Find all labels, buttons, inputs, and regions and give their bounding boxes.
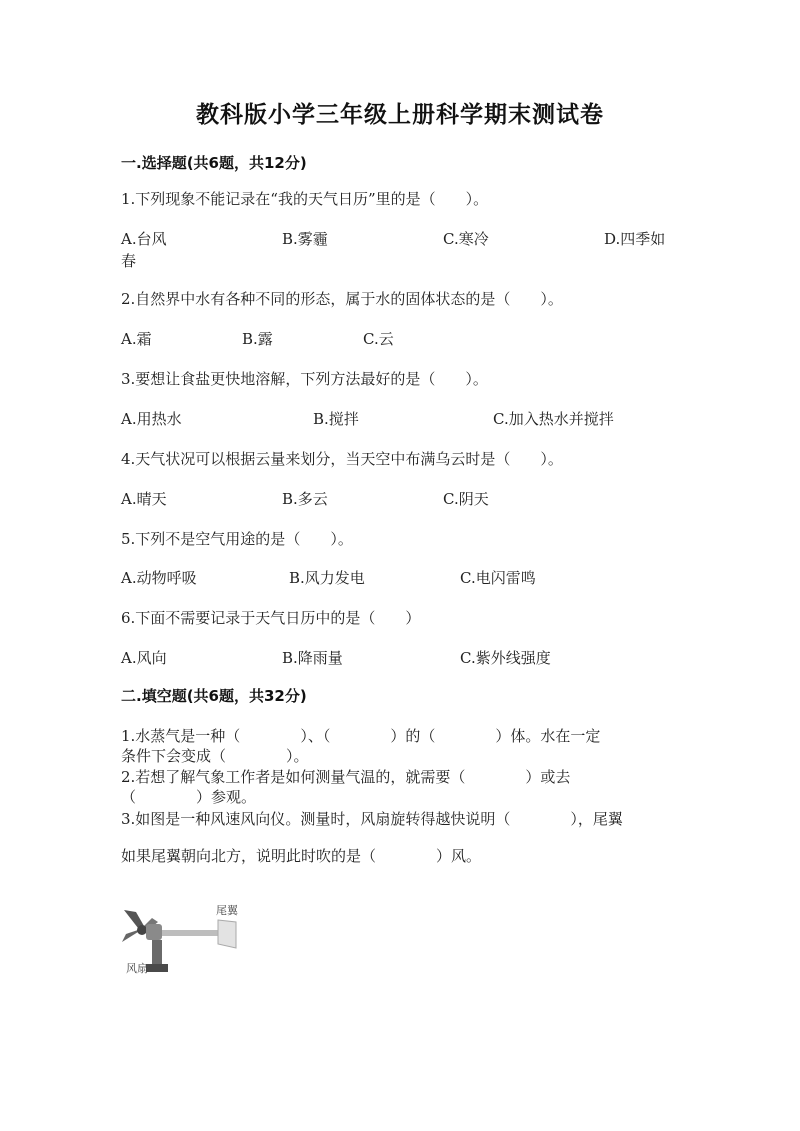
option-5a: A.动物呼吸 <box>121 569 197 587</box>
option-2c: C.云 <box>363 330 394 348</box>
section-heading-choice: 一.选择题(共6题，共12分) <box>121 154 307 172</box>
option-3c: C.加入热水并搅拌 <box>493 410 614 428</box>
option-1d: D.四季如 <box>604 230 666 248</box>
wind-vane-figure <box>118 898 248 980</box>
question-1: 1.下列现象不能记录在“我的天气日历”里的是（ ）。 <box>121 190 489 208</box>
option-3a: A.用热水 <box>121 410 182 428</box>
figure-label-tail: 尾翼 <box>216 904 238 917</box>
option-6c: C.紫外线强度 <box>460 649 551 667</box>
option-2b: B.露 <box>242 330 273 348</box>
option-5b: B.风力发电 <box>289 569 365 587</box>
option-1b: B.雾霾 <box>282 230 328 248</box>
fill-question-3-line2: 如果尾翼朝向北方，说明此时吹的是（ ）风。 <box>121 847 482 865</box>
question-5: 5.下列不是空气用途的是（ ）。 <box>121 530 353 548</box>
option-1c: C.寒冷 <box>443 230 489 248</box>
fill-question-3-line1: 3.如图是一种风速风向仪。测量时，风扇旋转得越快说明（ ），尾翼 <box>121 810 623 828</box>
page-title: 教科版小学三年级上册科学期末测试卷 <box>196 102 604 128</box>
option-5c: C.电闪雷鸣 <box>460 569 536 587</box>
fill-question-2-line1: 2.若想了解气象工作者是如何测量气温的，就需要（ ）或去 <box>121 768 571 786</box>
figure-label-fan: 风扇 <box>126 962 148 975</box>
option-1a: A.台风 <box>121 230 167 248</box>
fill-question-1-line2: 条件下会变成（ ）。 <box>121 747 309 765</box>
option-4a: A.晴天 <box>121 490 167 508</box>
option-2a: A.霜 <box>121 330 152 348</box>
option-3b: B.搅拌 <box>313 410 359 428</box>
question-2: 2.自然界中水有各种不同的形态，属于水的固体状态的是（ ）。 <box>121 290 563 308</box>
question-6: 6.下面不需要记录于天气日历中的是（ ） <box>121 609 421 627</box>
fill-question-2-line2: （ ）参观。 <box>121 788 257 806</box>
option-4b: B.多云 <box>282 490 328 508</box>
section-heading-fill: 二.填空题(共6题，共32分) <box>121 687 307 705</box>
question-3: 3.要想让食盐更快地溶解，下列方法最好的是（ ）。 <box>121 370 488 388</box>
fill-question-1-line1: 1.水蒸气是一种（ ）、（ ）的（ ）体。水在一定 <box>121 727 601 745</box>
option-6b: B.降雨量 <box>282 649 343 667</box>
option-6a: A.风向 <box>121 649 167 667</box>
option-4c: C.阴天 <box>443 490 489 508</box>
option-1d-wrap: 春 <box>121 252 137 270</box>
question-4: 4.天气状况可以根据云量来划分，当天空中布满乌云时是（ ）。 <box>121 450 563 468</box>
